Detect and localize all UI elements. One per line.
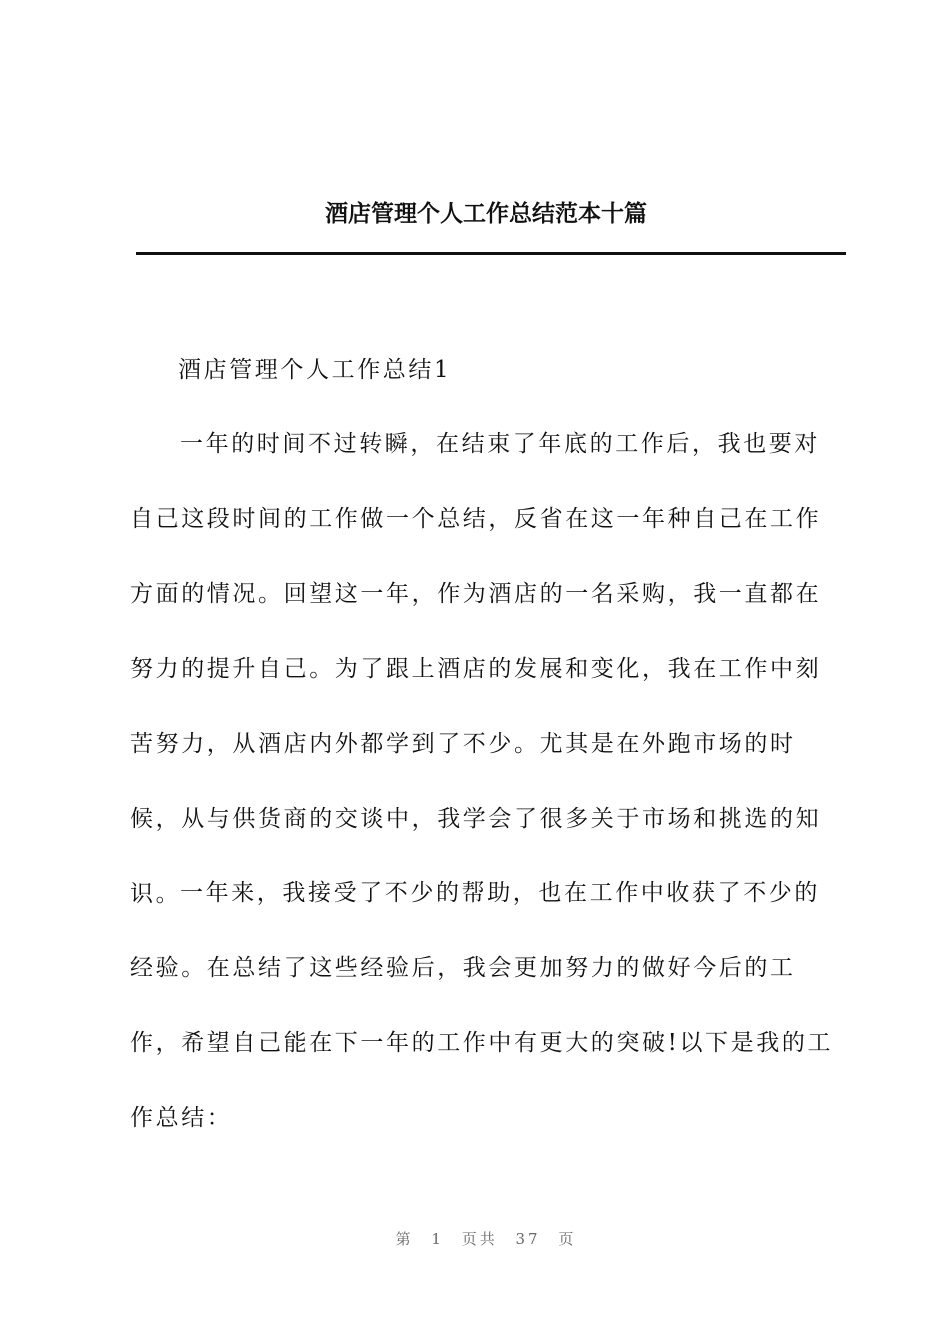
paragraph: 一年来，我接受了不少的帮助，也在工作中收获了不少的经验。在总结了这些经验后，我会更加努力的做好今后的工作，希望自己能在下一年的工作中有更大的突破!以下是我的工作总结： (130, 880, 834, 1131)
section-heading: 酒店管理个人工作总结1 (178, 357, 452, 383)
page-number-footer: 第 1 页共 37 页 (395, 1230, 577, 1248)
document-title: 酒店管理个人工作总结范本十篇 (325, 200, 647, 227)
title-underline (136, 252, 846, 255)
paragraph: 一年的时间不过转瞬，在结束了年底的工作后，我也要对自己这段时间的工作做一个总结，反省在这一年种自己在工作方面的情况。回望这一年，作为酒店的一名采购，我一直都在努力的提升自己。为了跟上酒店的发展和变化，我在工作中刻苦努力，从酒店内外都学到了不少。尤其是在外跑市场的时候，从与供货商的交谈中，我学会了很多关于市场和挑选的知识。 (130, 431, 822, 907)
